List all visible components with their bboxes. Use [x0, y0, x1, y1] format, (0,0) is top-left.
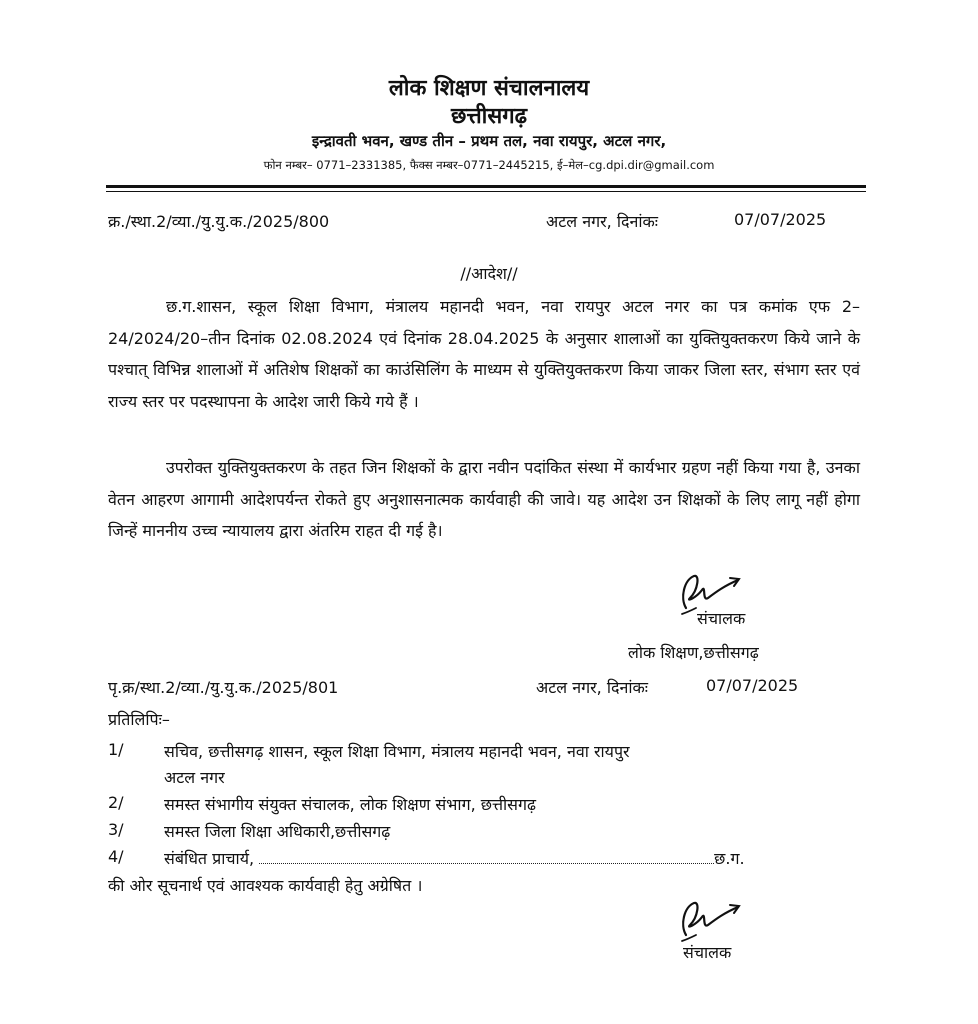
order-paragraph-1: छ.ग.शासन, स्कूल शिक्षा विभाग, मंत्रालय महानदी भवन, नवा रायपुर अटल नगर का पत्र कमांक एफ 2–24/2024/20–तीन दिनांक 02.08.2024 एवं दिनांक 28.04.2025 के अनुसार शालाओं का युक्तियुक्तकरण किये जाने के पश्चात् विभिन्न शालाओं में अतिशेष शिक्षकों का काउंसिलिंग के माध्यम से युक्तियुक्तकरण किया जाकर जिला स्तर, संभाग स्तर एवं राज्य स्तर पर पदस्थापना के आदेश जारी किये गये हैं ।	[108, 297, 860, 411]
copy-item-label: संबंधित प्राचार्य,	[164, 849, 255, 868]
state-name: छत्तीसगढ़	[451, 104, 527, 129]
endorsement-ref-number: पृ.क्र/स्था.2/व्या./यु.यु.क./2025/801	[108, 678, 339, 697]
copy-item-text: सचिव, छत्तीसगढ़ शासन, स्कूल शिक्षा विभाग, मंत्रालय महानदी भवन, नवा रायपुर	[164, 742, 630, 761]
copy-item-number: 3/	[108, 820, 124, 839]
signature-icon	[672, 895, 742, 947]
org-name: लोक शिक्षण संचालनालय	[388, 76, 590, 101]
order-place-date-label: अटल नगर, दिनांकः	[546, 212, 659, 231]
endorsement-place-date-label: अटल नगर, दिनांकः	[536, 678, 649, 697]
copy-item-number: 4/	[108, 847, 124, 866]
contact-info: फोन नम्बर– 0771–2331385, फैक्स नम्बर–0771–2445215, ई–मेल–cg.dpi.dir@gmail.com	[263, 158, 715, 172]
office-address: इन्द्रावती भवन, खण्ड तीन – प्रथम तल, नवा रायपुर, अटल नगर,	[311, 132, 667, 150]
header-rule-thin	[106, 191, 866, 192]
copy-item-number: 2/	[108, 793, 124, 812]
copy-item-text	[164, 847, 745, 869]
signatory-title-2: संचालक	[683, 943, 732, 962]
copy-item-text: समस्त संभागीय संयुक्त संचालक, लोक शिक्षण संभाग, छत्तीसगढ़	[164, 795, 536, 814]
blank-fill-line	[259, 849, 714, 864]
copy-item-text-cont: अटल नगर	[164, 768, 225, 787]
copy-label: प्रतिलिपिः–	[108, 710, 170, 729]
copy-item-text: समस्त जिला शिक्षा अधिकारी,छत्तीसगढ़	[164, 822, 391, 841]
signatory-title: संचालक	[697, 609, 746, 628]
copy-item-number: 1/	[108, 740, 124, 759]
order-ref-number: क्र./स्था.2/व्या./यु.यु.क./2025/800	[108, 212, 330, 231]
order-paragraph-2: उपरोक्त युक्तियुक्तकरण के तहत जिन शिक्षकों के द्वारा नवीन पदांकित संस्था में कार्यभार ग्रहण नहीं किया गया है, उनका वेतन आहरण आगामी आदेशपर्यन्त रोकते हुए अनुशासनात्मक कार्यवाही की जावे। यह आदेश उन शिक्षकों के लिए लागू नहीं होगा जिन्हें माननीय उच्च न्यायालय द्वारा अंतरिम राहत दी गई है।	[108, 458, 860, 540]
order-heading: //आदेश//	[460, 264, 518, 283]
header-rule-thick	[106, 185, 866, 188]
signatory-org: लोक शिक्षण,छत्तीसगढ़	[628, 643, 759, 662]
order-date: 07/07/2025	[734, 210, 827, 229]
forwarding-note: की ओर सूचनार्थ एवं आवश्यक कार्यवाही हेतु अग्रेषित ।	[108, 876, 423, 895]
endorsement-date: 07/07/2025	[706, 676, 799, 695]
copy-item-suffix: छ.ग.	[714, 849, 745, 868]
